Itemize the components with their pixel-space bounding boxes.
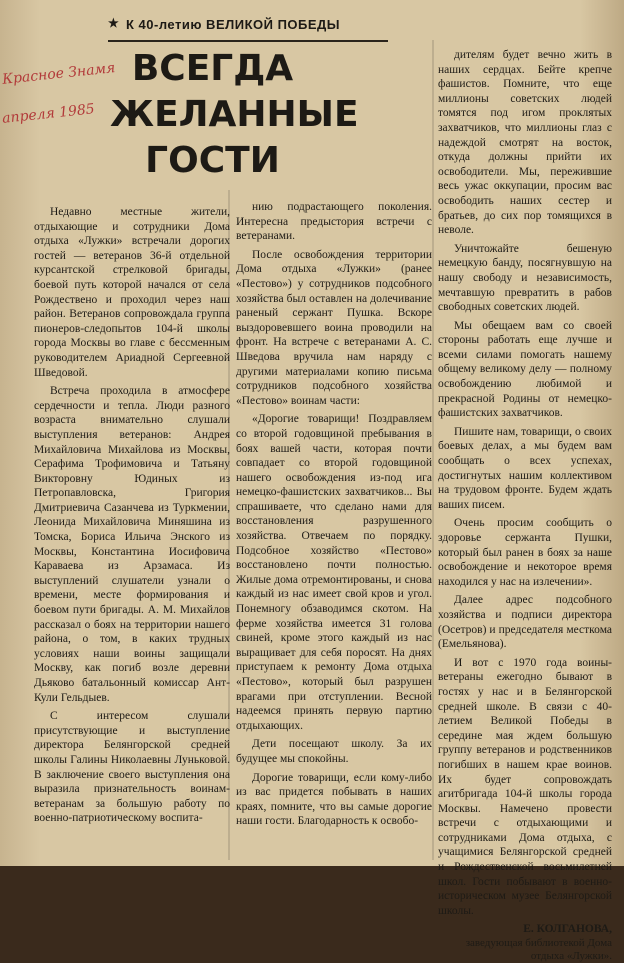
- paragraph: Уничтожайте бешеную немецкую банду, посягнувшую на нашу свободу и независимость, мечтавшую превратить в рабов свободных советских людей.: [438, 242, 612, 314]
- paragraph: С интересом слушали присутствующие и выступление директора Белянгорской средней школы Галины Николаевны Луньковой. В заключение своего выступления она выразила признательность воинам-ветеранам за большую работу по военно-патриотическому воспита-: [34, 710, 230, 825]
- article-column-3: [438, 48, 612, 963]
- paragraph: Дети посещают школу. За их будущее мы спокойны.: [236, 738, 432, 765]
- paragraph: Недавно местные жители, отдыхающие и сотрудники Дома отдыха «Лужки» встречали дорогих гостей — ветеранов 36-й отдельной курсантской стрелковой бригады, боевой путь которой начался от села Рождествено и проходил через наш район. Ветеранов сопровождала группа пионеров-следопытов 104-й школы города Москвы во главе с бессменным руководителем Ариадной Сергеевной Шведовой.: [34, 206, 230, 379]
- headline-line-2: ЖЕЛАННЫЕ: [110, 94, 359, 135]
- column-divider: [432, 40, 434, 860]
- rubric-text: К 40-летию ВЕЛИКОЙ ПОБЕДЫ: [126, 17, 341, 32]
- paragraph: «Дорогие товарищи! Поздравляем со второй годовщиной пребывания в боях вашей части, которая почти совпадает со второй годовщиной нашего освобождения из-под ига немецко-фашистских захватчиков... Вы спрашиваете, что сделано нами для восстановления разрушенного хозяйства. Отвечаем по порядку. Подсобное хозяйство «Пестово» восстановлено почти полностью. Жилые дома отремонтированы, и снова каждый из нас имеет свой кров и угол. Понемногу обзаводимся скотом. На ферме хозяйства имеется 31 голова свиней, кроме этого каждый из нас выращивает для себя поросят. На днях приступаем к ремонту Дома отдыха «Пестово», который был разрушен врагами при отступлении. Весной надеемся принять первую партию отдыхающих.: [236, 413, 432, 732]
- paragraph: Очень просим сообщить о здоровье сержанта Пушки, который был ранен в боях за наше освобождение и некоторое время находился у нас на излечении».: [438, 517, 612, 588]
- section-rubric: [108, 14, 388, 42]
- paragraph: И вот с 1970 года воины-ветераны ежегодно бывают в гостях у нас и в Белянгорской средней школе. В связи с 40-летием Великой Победы в середине мая ждем большую группу ветеранов и родственников погибших в нашем крае воинов. Их будет сопровождать агитбригада 104-й школы города Москвы. Намечено провести встречи с отдыхающими и сотрудниками Дома отдыха, с учащимися Белянгорской средней и Рождественской восьмилетней школ. Гости побывают в военно-историческом музее Белянгорской школы.: [438, 656, 612, 917]
- paragraph: дителям будет вечно жить в наших сердцах. Бейте крепче фашистов. Помните, что еще миллионы советских людей томятся под игом проклятых захватчиков, что миллионы глаз с надеждой смотрят на восток, откуда должны прийти их освободители. Мы, пережившие весь ужас оккупации, просим вас освободить наших сестер и братьев, до сих пор томящихся в неволе.: [438, 49, 612, 237]
- star-icon: ★: [108, 16, 120, 30]
- article-column-1: [34, 205, 230, 855]
- headline-line-1: ВСЕГДА: [131, 48, 294, 89]
- paragraph: Пишите нам, товарищи, о своих боевых делах, а мы будем вам сообщать о всех успехах, достигнутых нашим коллективом на трудовом фронте. Будем ждать ваших писем.: [438, 425, 612, 511]
- paragraph: Далее адрес подсобного хозяйства и подписи директора (Осетров) и председателя месткома (Емельянова).: [438, 594, 612, 651]
- paragraph: Мы обещаем вам со своей стороны работать еще лучше и всеми силами помогать нашему общему великому делу — полному освобождению любимой и прекрасной Родины от немецко-фашистских захватчиков.: [438, 319, 612, 420]
- handwritten-note-source: Красное Знамя: [1, 60, 117, 88]
- author-role: заведующая библиотекой Дома отдыха «Лужки».: [465, 937, 612, 963]
- paragraph: Дорогие товарищи, если кому-либо из вас придется побывать в наших краях, помните, что вы самые дорогие наши гости. Благодарность к освобо-: [236, 771, 432, 828]
- paragraph: После освобождения территории Дома отдыха «Лужки» (ранее «Пестово») у сотрудников подсобного хозяйства был оставлен на долечивание раненый сержант Пушка. Вскоре выздоровевшего воина проводили на фронт. На встрече с ветеранами А. С. Шведова вручила нам наряду с другими материалами копию письма сотрудников подсобного хозяйства «Пестово» воинам части:: [236, 248, 432, 407]
- paragraph: нию подрастающего поколения. Интересна предыстория встречи с ветеранами.: [236, 201, 432, 243]
- paragraph: Встреча проходила в атмосфере сердечности и тепла. Люди разного возраста внимательно слушали выступления ветеранов: Андрея Михайловича Михайлова из Москвы, Серафима Трофимовича и Татьяну Викторовну Юдиных из Петропавловска, Григория Дмитриевича Сазанчева из Туркмении, Леонида Михайловича Миняшина из Томска, Бориса Ильича Энского из Москвы, Константина Иосифовича Караваева из Арзамаса. Из выступлений слушатели узнали о времени, месте формирования и боевом пути бригады. А. М. Михайлов рассказал о боях на территории нашего района, о том, в каких трудных условиях наши воины защищали Москву, как погиб возле деревни Дьяково батальонный комиссар Ант-Кули Гельдыев.: [34, 385, 230, 704]
- headline-line-3: ГОСТИ: [145, 140, 280, 181]
- handwritten-note-date: апреля 1985: [1, 101, 96, 127]
- article-column-2: [236, 200, 432, 855]
- author-signature: Е. КОЛГАНОВА,: [523, 923, 612, 936]
- article-headline: [110, 46, 359, 186]
